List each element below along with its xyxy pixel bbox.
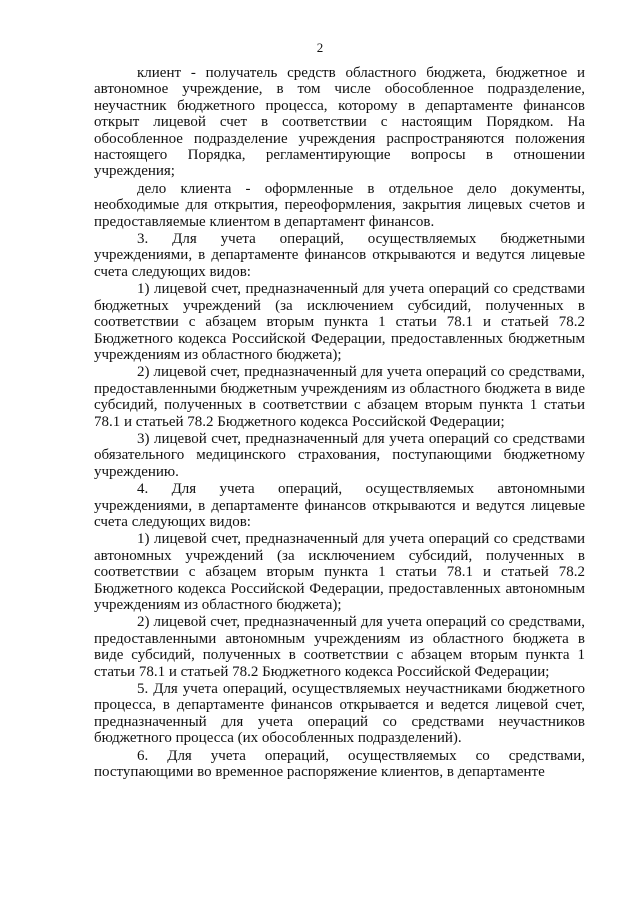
paragraph-client-definition: клиент - получатель средств областного бюджета, бюджетное и автономное учреждение, в том числе обособленное подразделение, неучастник бюджетного процесса, которому в департаменте финансов открыт лицевой счет в соответствии с настоящим Порядком. На обособленное подразделение учреждения распространяются положения настоящего Порядка, регламентирующие вопросы в отношении учреждения; [94, 65, 585, 180]
document-body [94, 65, 585, 781]
paragraph-client-file-definition: дело клиента - оформленные в отдельное дело документы, необходимые для открытия, переоформления, закрытия лицевых счетов и предоставляемые клиентом в департамент финансов. [94, 180, 585, 230]
paragraph-item-6: 6. Для учета операций, осуществляемых со средствами, поступающими во временное распоряжение клиентов, в департаменте [94, 747, 585, 781]
paragraph-item-4-sub-2: 2) лицевой счет, предназначенный для учета операций со средствами, предоставленными автономным учреждениям из областного бюджета в виде субсидий, полученных в соответствии с абзацем вторым пункта 1 статьи 78.1 и статьей 78.2 Бюджетного кодекса Российской Федерации; [94, 614, 585, 680]
paragraph-item-4: 4. Для учета операций, осуществляемых автономными учреждениями, в департаменте финансов открываются и ведутся лицевые счета следующих видов: [94, 481, 585, 530]
paragraph-item-5: 5. Для учета операций, осуществляемых неучастниками бюджетного процесса, в департаменте финансов открывается и ведется лицевой счет, предназначенный для учета операций со средствами неучастников бюджетного процесса (их обособленных подразделений). [94, 681, 585, 747]
paragraph-item-3: 3. Для учета операций, осуществляемых бюджетными учреждениями, в департаменте финансов открываются и ведутся лицевые счета следующих видов: [94, 231, 585, 280]
page-number: 2 [316, 40, 324, 55]
paragraph-item-3-sub-3: 3) лицевой счет, предназначенный для учета операций со средствами обязательного медицинского страхования, поступающими бюджетному учреждению. [94, 430, 585, 480]
paragraph-item-3-sub-1: 1) лицевой счет, предназначенный для учета операций со средствами бюджетных учреждений (за исключением субсидий, полученных в соответствии с абзацем вторым пункта 1 статьи 78.1 и статьей 78.2 Бюджетного кодекса Российской Федерации, предоставленных бюджетным учреждениям из областного бюджета); [94, 281, 585, 363]
paragraph-item-3-sub-2: 2) лицевой счет, предназначенный для учета операций со средствами, предоставленными бюджетным учреждениям из областного бюджета в виде субсидий, полученных в соответствии с абзацем вторым пункта 1 статьи 78.1 и статьей 78.2 Бюджетного кодекса Российской Федерации; [94, 364, 585, 430]
paragraph-item-4-sub-1: 1) лицевой счет, предназначенный для учета операций со средствами автономных учреждений (за исключением субсидий, полученных в соответствии с абзацем вторым пункта 1 статьи 78.1 и статьей 78.2 Бюджетного кодекса Российской Федерации, предоставленных автономным учреждениям из областного бюджета); [94, 531, 585, 613]
